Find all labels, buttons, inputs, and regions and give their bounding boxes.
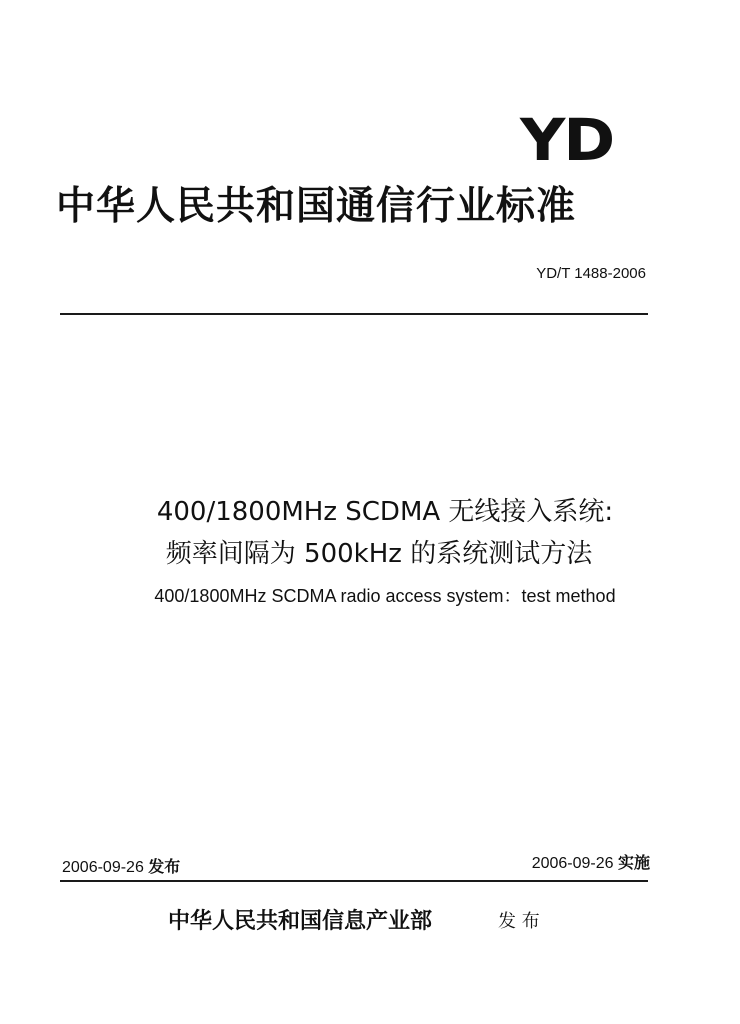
implement-label: 实施 bbox=[617, 853, 650, 872]
yd-logo: YD bbox=[520, 106, 614, 174]
publisher-suffix: 发 布 bbox=[498, 911, 540, 932]
issue-date: 2006-09-26 bbox=[62, 859, 144, 876]
industry-standard-title: 中华人民共和国通信行业标准 bbox=[56, 184, 577, 229]
chinese-title-line-2: 频率间隔为 500kHz 的系统测试方法 bbox=[165, 539, 593, 569]
implement-date-block bbox=[532, 852, 650, 875]
standard-number: YD/T 1488-2006 bbox=[536, 265, 646, 282]
bottom-divider bbox=[60, 880, 648, 882]
top-divider bbox=[60, 313, 648, 315]
chinese-title-line-1: 400/1800MHz SCDMA 无线接入系统: bbox=[156, 497, 614, 527]
issue-label: 发布 bbox=[148, 857, 181, 876]
implement-date: 2006-09-26 bbox=[531, 855, 614, 872]
issue-date-block bbox=[62, 856, 180, 879]
publisher-name: 中华人民共和国信息产业部 bbox=[168, 908, 433, 934]
english-title: 400/1800MHz SCDMA radio access system：test method bbox=[154, 586, 616, 606]
